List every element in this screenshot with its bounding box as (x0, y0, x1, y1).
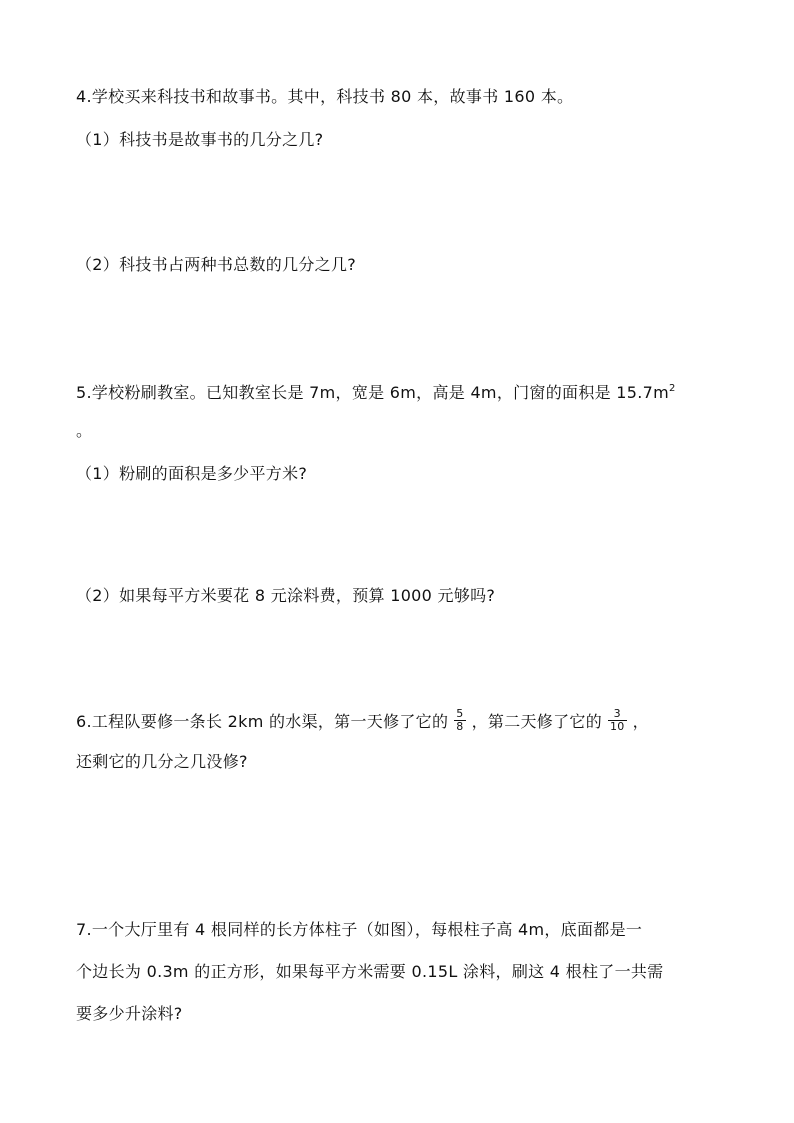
question-5-stem-end: 。 (76, 421, 93, 440)
question-4-part-1: （1）科技书是故事书的几分之几? (76, 130, 324, 149)
question-5-part-1: （1）粉刷的面积是多少平方米? (76, 464, 308, 483)
fraction-numerator: 3 (608, 708, 627, 721)
fraction-denominator: 10 (610, 720, 625, 733)
question-6-stem-b: ，第二天修了它的 (471, 712, 602, 731)
question-5-part-2: （2）如果每平方米要花 8 元涂料费，预算 1000 元够吗? (76, 586, 496, 605)
question-7-line-3: 要多少升涂料? (76, 1004, 183, 1023)
fraction-five-eighths (454, 708, 465, 733)
fraction-denominator: 8 (456, 720, 464, 733)
question-7-line-1: 7.一个大厅里有 4 根同样的长方体柱子（如图），每根柱子高 4m，底面都是一 (76, 920, 643, 939)
question-6-stem-a: 6.工程队要修一条长 2km 的水渠，第一天修了它的 (76, 712, 449, 731)
superscript-2: 2 (669, 383, 676, 394)
question-6-stem-c: ， (632, 712, 649, 731)
fraction-three-tenths (608, 708, 627, 733)
question-6-line-2: 还剩它的几分之几没修? (76, 752, 248, 771)
question-4-part-2: （2）科技书占两种书总数的几分之几? (76, 255, 357, 274)
question-6-stem (76, 707, 649, 735)
question-4-stem: 4.学校买来科技书和故事书。其中，科技书 80 本，故事书 160 本。 (76, 87, 574, 106)
question-5-stem-text: 5.学校粉刷教室。已知教室长是 7m，宽是 6m，高是 4m，门窗的面积是 15.7m (76, 383, 670, 402)
question-5-stem (76, 379, 676, 403)
fraction-numerator: 5 (456, 707, 464, 720)
question-7-line-2: 个边长为 0.3m 的正方形，如果每平方米需要 0.15L 涂料，刷这 4 根柱了一共需 (76, 962, 664, 981)
